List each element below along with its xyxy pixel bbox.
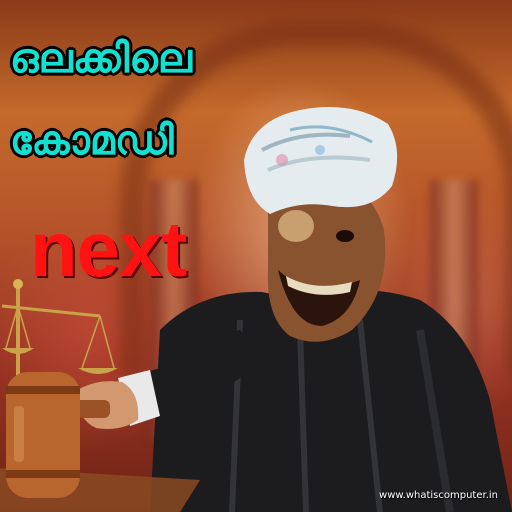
caption-line-2: കോമഡി: [10, 118, 174, 164]
gavel-icon: [0, 366, 120, 512]
next-label: next: [30, 205, 187, 293]
watermark-text: www.whatiscomputer.in: [379, 490, 498, 501]
caption-line-1: ഒലക്കിലെ: [10, 36, 192, 82]
